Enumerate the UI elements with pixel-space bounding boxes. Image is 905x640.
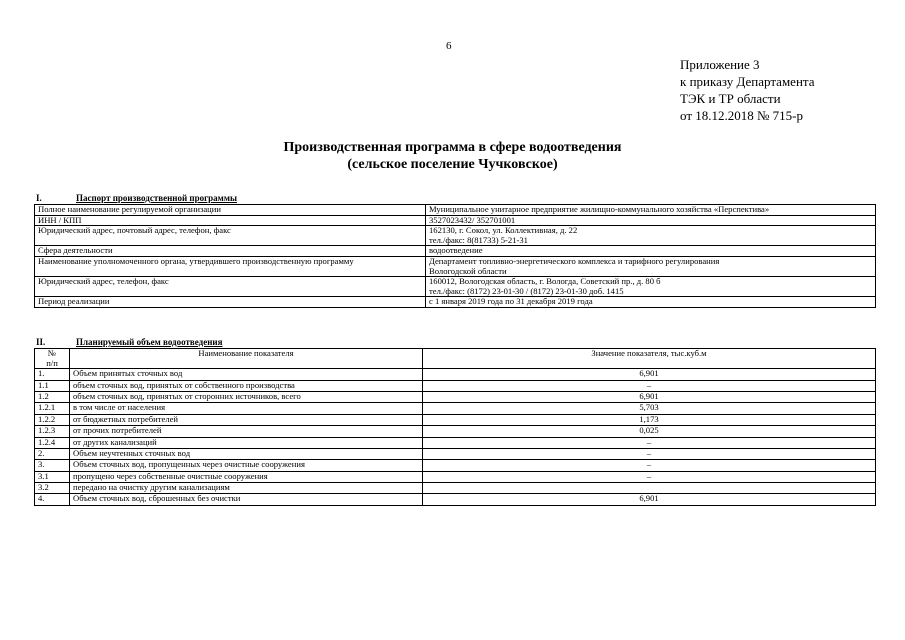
passport-table — [34, 204, 876, 308]
row-number: 4. — [35, 494, 70, 505]
passport-value-line: Департамент топливно-энергетического комплекса и тарифного регулирования — [429, 256, 720, 266]
table-row — [35, 460, 876, 471]
table-row — [35, 448, 876, 459]
section-title: Планируемый объем водоотведения — [76, 337, 223, 347]
table-row — [35, 205, 876, 216]
section-number: I. — [36, 193, 42, 203]
table-row — [35, 277, 876, 297]
passport-value-line: 160012, Вологодская область, г. Вологда, Советский пр., д. 80 б — [429, 276, 661, 287]
row-number: 3.1 — [35, 471, 70, 482]
volume-table — [34, 348, 876, 506]
table-row — [35, 369, 876, 380]
passport-value-line: Вологодской области — [429, 265, 507, 276]
header-number-line: п/п — [46, 357, 58, 368]
row-name: передано на очистку другим канализациям — [70, 483, 423, 494]
section-heading-passport — [34, 193, 237, 203]
table-row — [35, 215, 876, 226]
passport-value — [426, 226, 876, 246]
table-row — [35, 403, 876, 414]
document-subtitle: (сельское поселение Чучковское) — [347, 157, 558, 172]
header-number-line: № — [47, 348, 57, 358]
passport-value-line: 3527023432/ 352701001 — [429, 215, 516, 225]
passport-value — [426, 256, 876, 276]
table-row — [35, 483, 876, 494]
row-value: – — [423, 471, 876, 482]
passport-value — [426, 297, 876, 308]
row-value: 6,901 — [423, 391, 876, 402]
row-name: Объем принятых сточных вод — [70, 369, 423, 380]
table-row — [35, 297, 876, 308]
table-row — [35, 380, 876, 391]
section-heading-volume — [34, 337, 222, 347]
row-value: 5,703 — [423, 403, 876, 414]
row-value: – — [423, 460, 876, 471]
row-value: – — [423, 448, 876, 459]
row-name: Объем неучтенных сточных вод — [70, 448, 423, 459]
row-name: пропущено через собственные очистные сооружения — [70, 471, 423, 482]
page-number: 6 — [446, 40, 452, 52]
passport-value — [426, 246, 876, 257]
passport-value — [426, 215, 876, 226]
appendix-line: ТЭК и ТР области — [680, 91, 781, 106]
row-number: 3. — [35, 460, 70, 471]
passport-label: Период реализации — [35, 297, 426, 308]
row-name: от бюджетных потребителей — [70, 414, 423, 425]
passport-label: Полное наименование регулируемой организации — [35, 205, 426, 216]
appendix-line: от 18.12.2018 № 715-р — [680, 108, 803, 123]
passport-value-line: Муниципальное унитарное предприятие жилищно-коммунального хозяйства «Перспектива» — [429, 204, 770, 214]
passport-value-line: 162130, г. Сокол, ул. Коллективная, д. 22 — [429, 225, 578, 236]
passport-value-line: тел./факс: (8172) 23-01-30 / (8172) 23-01-30 доб. 1415 — [429, 285, 624, 296]
table-row — [35, 494, 876, 505]
row-number: 1.2.4 — [35, 437, 70, 448]
table-row — [35, 246, 876, 257]
appendix-line: Приложение 3 — [680, 57, 760, 72]
passport-value — [426, 205, 876, 216]
row-number: 2. — [35, 448, 70, 459]
header-number — [35, 349, 70, 369]
row-number: 1. — [35, 369, 70, 380]
row-value: 1,173 — [423, 414, 876, 425]
row-number: 1.2.2 — [35, 414, 70, 425]
table-row — [35, 437, 876, 448]
row-number: 1.2.1 — [35, 403, 70, 414]
passport-label: Юридический адрес, почтовый адрес, телефон, факс — [35, 226, 426, 246]
row-name: Объем сточных вод, пропущенных через очистные сооружения — [70, 460, 423, 471]
passport-label: ИНН / КПП — [35, 215, 426, 226]
table-row — [35, 226, 876, 246]
row-value: 0,025 — [423, 426, 876, 437]
header-name: Наименование показателя — [70, 349, 423, 369]
row-name: объем сточных вод, принятых от сторонних источников, всего — [70, 391, 423, 402]
row-number: 1.2.3 — [35, 426, 70, 437]
document-title: Производственная программа в сфере водоотведения — [283, 140, 622, 155]
row-name: от других канализаций — [70, 437, 423, 448]
row-number: 1.2 — [35, 391, 70, 402]
row-value: – — [423, 437, 876, 448]
passport-label: Сфера деятельности — [35, 246, 426, 257]
passport-value-line: тел./факс: 8(81733) 5-21-31 — [429, 234, 528, 245]
row-name: объем сточных вод, принятых от собственного производства — [70, 380, 423, 391]
passport-label: Юридический адрес, телефон, факс — [35, 277, 426, 297]
passport-label: Наименование уполномоченного органа, утвердившего производственную программу — [35, 256, 426, 276]
row-name: Объем сточных вод, сброшенных без очистки — [70, 494, 423, 505]
table-header-row — [35, 349, 876, 369]
section-title: Паспорт производственной программы — [76, 193, 237, 203]
passport-value-line: с 1 января 2019 года по 31 декабря 2019 года — [429, 296, 593, 307]
passport-value-line: водоотведение — [429, 245, 483, 256]
row-value: 6,901 — [423, 369, 876, 380]
header-value: Значение показателя, тыс.куб.м — [423, 349, 876, 369]
row-value: – — [423, 380, 876, 391]
table-row — [35, 256, 876, 276]
appendix-line: к приказу Департамента — [680, 74, 815, 89]
table-row — [35, 414, 876, 425]
table-row — [35, 426, 876, 437]
row-number: 3.2 — [35, 483, 70, 494]
row-value: 6,901 — [423, 494, 876, 505]
row-value — [423, 483, 876, 494]
section-number: II. — [36, 337, 46, 347]
passport-value — [426, 277, 876, 297]
row-number: 1.1 — [35, 380, 70, 391]
table-row — [35, 471, 876, 482]
appendix-block — [680, 56, 815, 124]
row-name: от прочих потребителей — [70, 426, 423, 437]
row-name: в том числе от населения — [70, 403, 423, 414]
table-row — [35, 391, 876, 402]
